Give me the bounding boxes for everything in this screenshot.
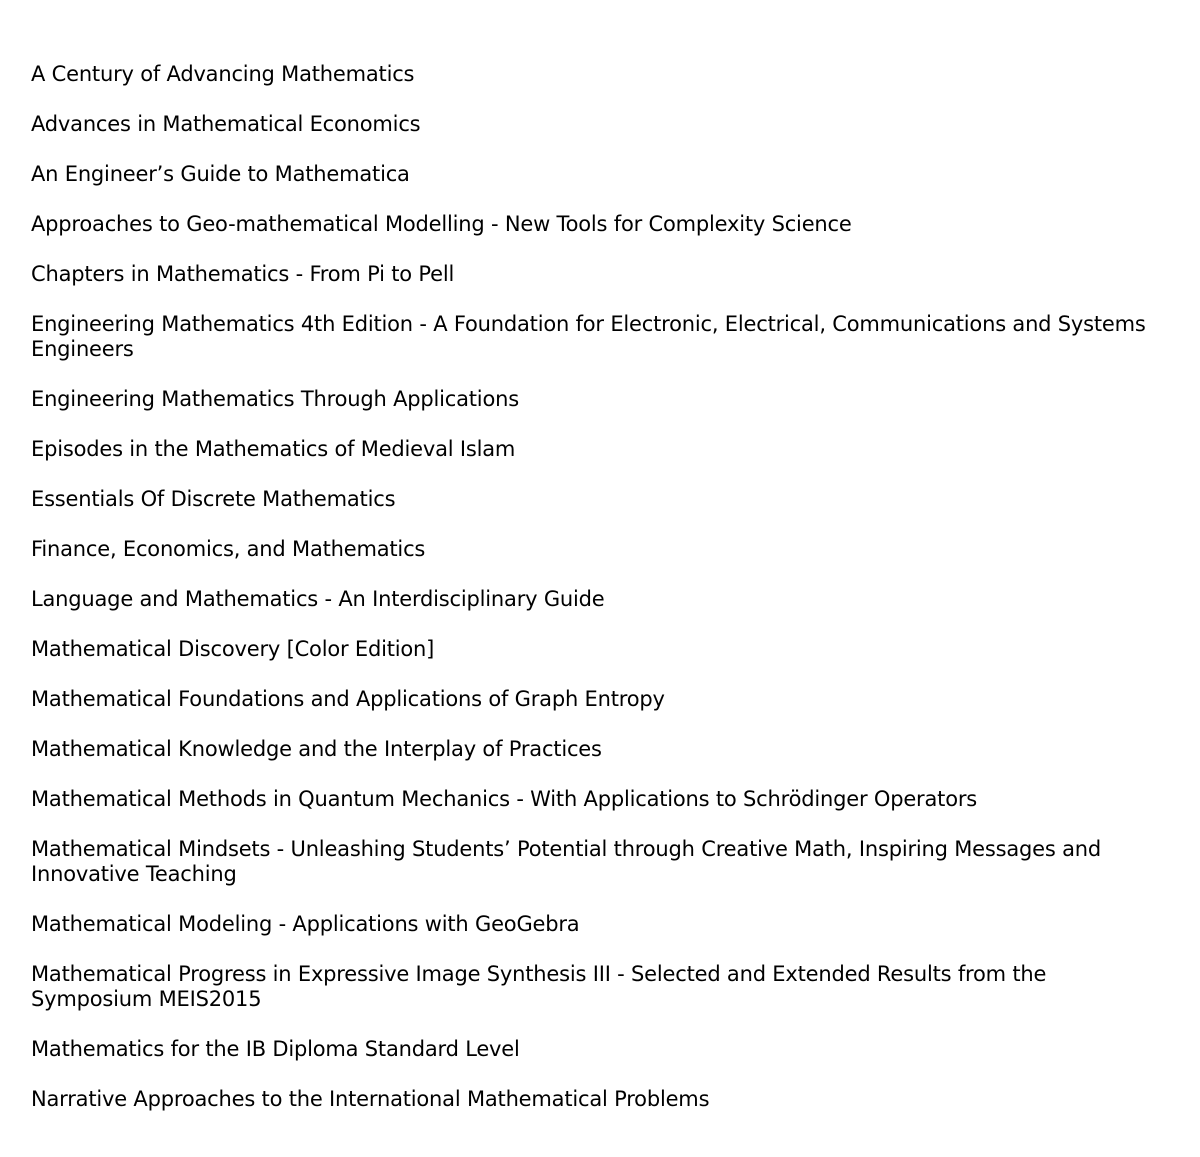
book-title: An Engineer’s Guide to Mathematica xyxy=(31,162,410,186)
book-title: Mathematical Mindsets - Unleashing Students’ Potential through Creative Math, Inspiring Messages and Innovative Teaching xyxy=(31,837,1102,886)
book-title: Chapters in Mathematics - From Pi to Pell xyxy=(31,262,455,286)
book-title: Mathematical Foundations and Applications of Graph Entropy xyxy=(31,687,665,711)
book-title: Essentials Of Discrete Mathematics xyxy=(31,487,396,511)
book-title: A Century of Advancing Mathematics xyxy=(31,62,415,86)
book-title: Engineering Mathematics 4th Edition - A Foundation for Electronic, Electrical, Communications and Systems Engineers xyxy=(31,312,1146,361)
book-title-list xyxy=(31,62,1171,1137)
book-title: Mathematical Knowledge and the Interplay of Practices xyxy=(31,737,602,761)
book-title: Approaches to Geo-mathematical Modelling - New Tools for Complexity Science xyxy=(31,212,852,236)
book-title: Mathematical Modeling - Applications with GeoGebra xyxy=(31,912,580,936)
book-title: Episodes in the Mathematics of Medieval Islam xyxy=(31,437,516,461)
book-title: Mathematics for the IB Diploma Standard Level xyxy=(31,1037,520,1061)
book-title: Engineering Mathematics Through Applications xyxy=(31,387,519,411)
book-title: Mathematical Methods in Quantum Mechanics - With Applications to Schrödinger Operators xyxy=(31,787,978,811)
book-title: Language and Mathematics - An Interdisciplinary Guide xyxy=(31,587,605,611)
book-title: Finance, Economics, and Mathematics xyxy=(31,537,426,561)
book-title: Narrative Approaches to the International Mathematical Problems xyxy=(31,1087,710,1111)
book-title: Mathematical Discovery [Color Edition] xyxy=(31,637,435,661)
book-title: Advances in Mathematical Economics xyxy=(31,112,421,136)
book-title: Mathematical Progress in Expressive Image Synthesis III - Selected and Extended Results from the Symposium MEIS2015 xyxy=(31,962,1047,1011)
